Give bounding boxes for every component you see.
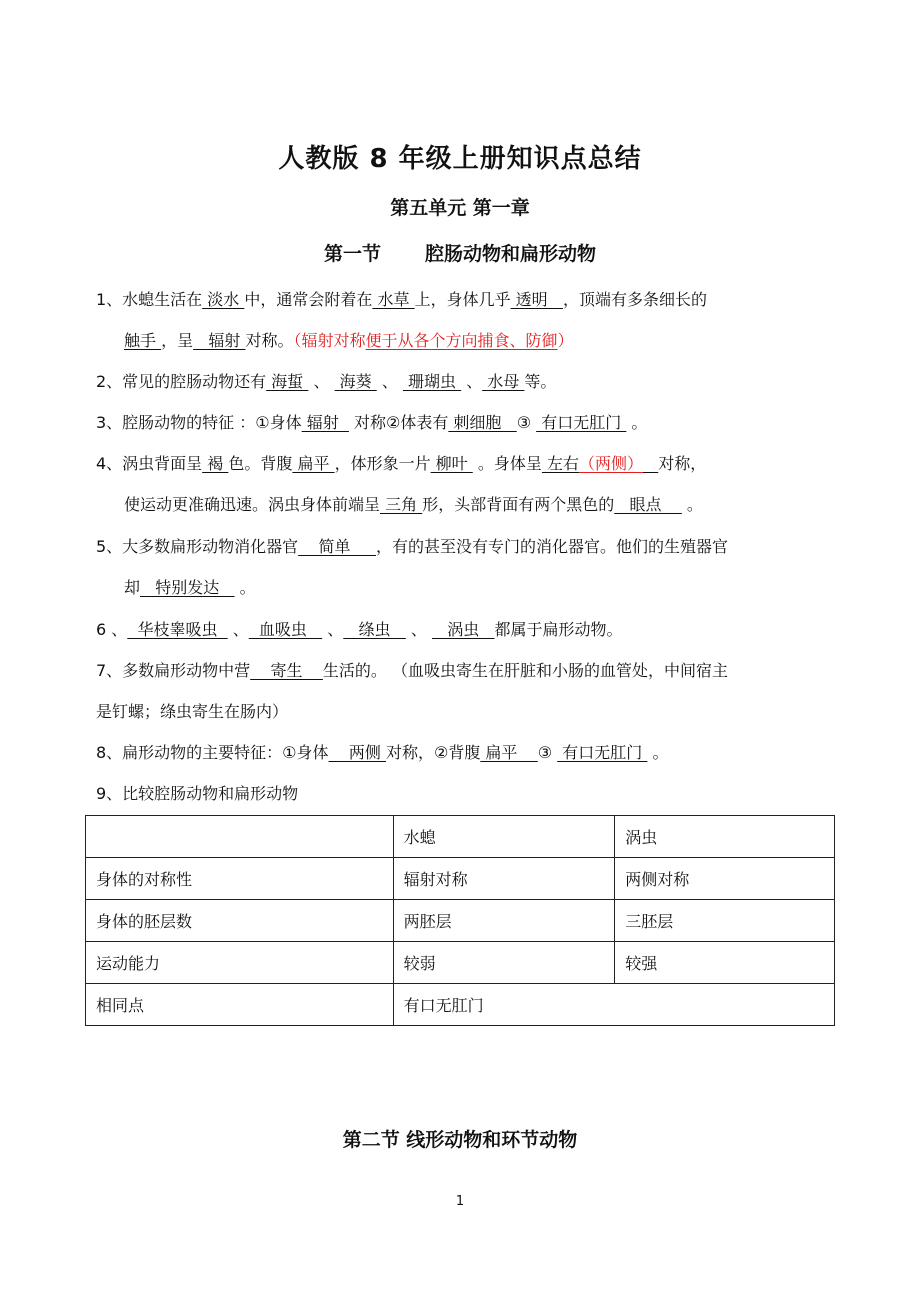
table-cell: 两侧对称	[615, 858, 835, 900]
item-4-line-2: 使运动更准确迅速。涡虫身体前端呈 三角 形，头部背面有两个黑色的 眼点 。	[124, 495, 703, 514]
comparison-table	[85, 815, 835, 1026]
table-row	[86, 900, 835, 942]
unit-heading: 第五单元 第一章	[390, 197, 530, 219]
table-cell: 较弱	[393, 942, 615, 984]
section2-heading: 第二节 线形动物和环节动物	[342, 1129, 578, 1151]
item-7-line-1: 7、多数扁形动物中营 寄生 生活的。 （血吸虫寄生在肝脏和小肠的血管处，中间宿主	[96, 661, 728, 680]
table-cell: 涡虫	[615, 816, 835, 858]
item-2: 2、常见的腔肠动物还有 海蜇 、 海葵 、 珊瑚虫 、 水母 等。	[96, 372, 557, 391]
item-1-line-2: 触手 ，呈 辐射 对称。（辐射对称便于从各个方向捕食、防御）	[124, 331, 574, 350]
table-cell: 运动能力	[86, 942, 394, 984]
section1-name: 腔肠动物和扁形动物	[425, 243, 597, 265]
table-row	[86, 942, 835, 984]
item-8: 8、扁形动物的主要特征：①身体 两侧 对称，②背腹 扁平 ③ 有口无肛门 。	[96, 743, 669, 762]
table-header-row	[86, 816, 835, 858]
table-cell	[86, 816, 394, 858]
section1-heading	[0, 239, 920, 266]
table-cell: 水螅	[393, 816, 615, 858]
item-5-line-1: 5、大多数扁形动物消化器官 简单 ，有的甚至没有专门的消化器官。他们的生殖器官	[96, 537, 728, 556]
item-3: 3、腔肠动物的特征 ：①身体 辐射 对称②体表有 刺细胞 ③ 有口无肛门 。	[96, 413, 648, 432]
table-row	[86, 984, 835, 1026]
table-cell: 身体的对称性	[86, 858, 394, 900]
item-9: 9、比较腔肠动物和扁形动物	[96, 784, 299, 803]
item-5-line-2: 却 特别发达 。	[124, 578, 256, 597]
table-cell: 相同点	[86, 984, 394, 1026]
item-7-line-2: 是钉螺；绦虫寄生在肠内）	[96, 702, 289, 721]
table-cell: 两胚层	[393, 900, 615, 942]
table-cell: 辐射对称	[393, 858, 615, 900]
table-cell: 较强	[615, 942, 835, 984]
section1-number: 第一节	[323, 243, 381, 265]
table-row	[86, 858, 835, 900]
item-6: 6 、 华枝睾吸虫 、 血吸虫 、 绦虫 、 涡虫 都属于扁形动物。	[96, 620, 623, 639]
page-title: 人教版 8 年级上册知识点总结	[278, 144, 642, 174]
item-1-line-1: 1、水螅生活在 淡水 中，通常会附着在 水草 上，身体几乎 透明 ，顶端有多条细长的	[96, 290, 707, 309]
table-cell: 身体的胚层数	[86, 900, 394, 942]
page-number: 1	[455, 1194, 465, 1209]
table-cell: 三胚层	[615, 900, 835, 942]
item-4-line-1: 4、涡虫背面呈 褐 色。背腹 扁平 ，体形象一片 柳叶 。身体呈 左右（两侧） 对称，	[96, 454, 707, 473]
table-cell: 有口无肛门	[393, 984, 834, 1026]
